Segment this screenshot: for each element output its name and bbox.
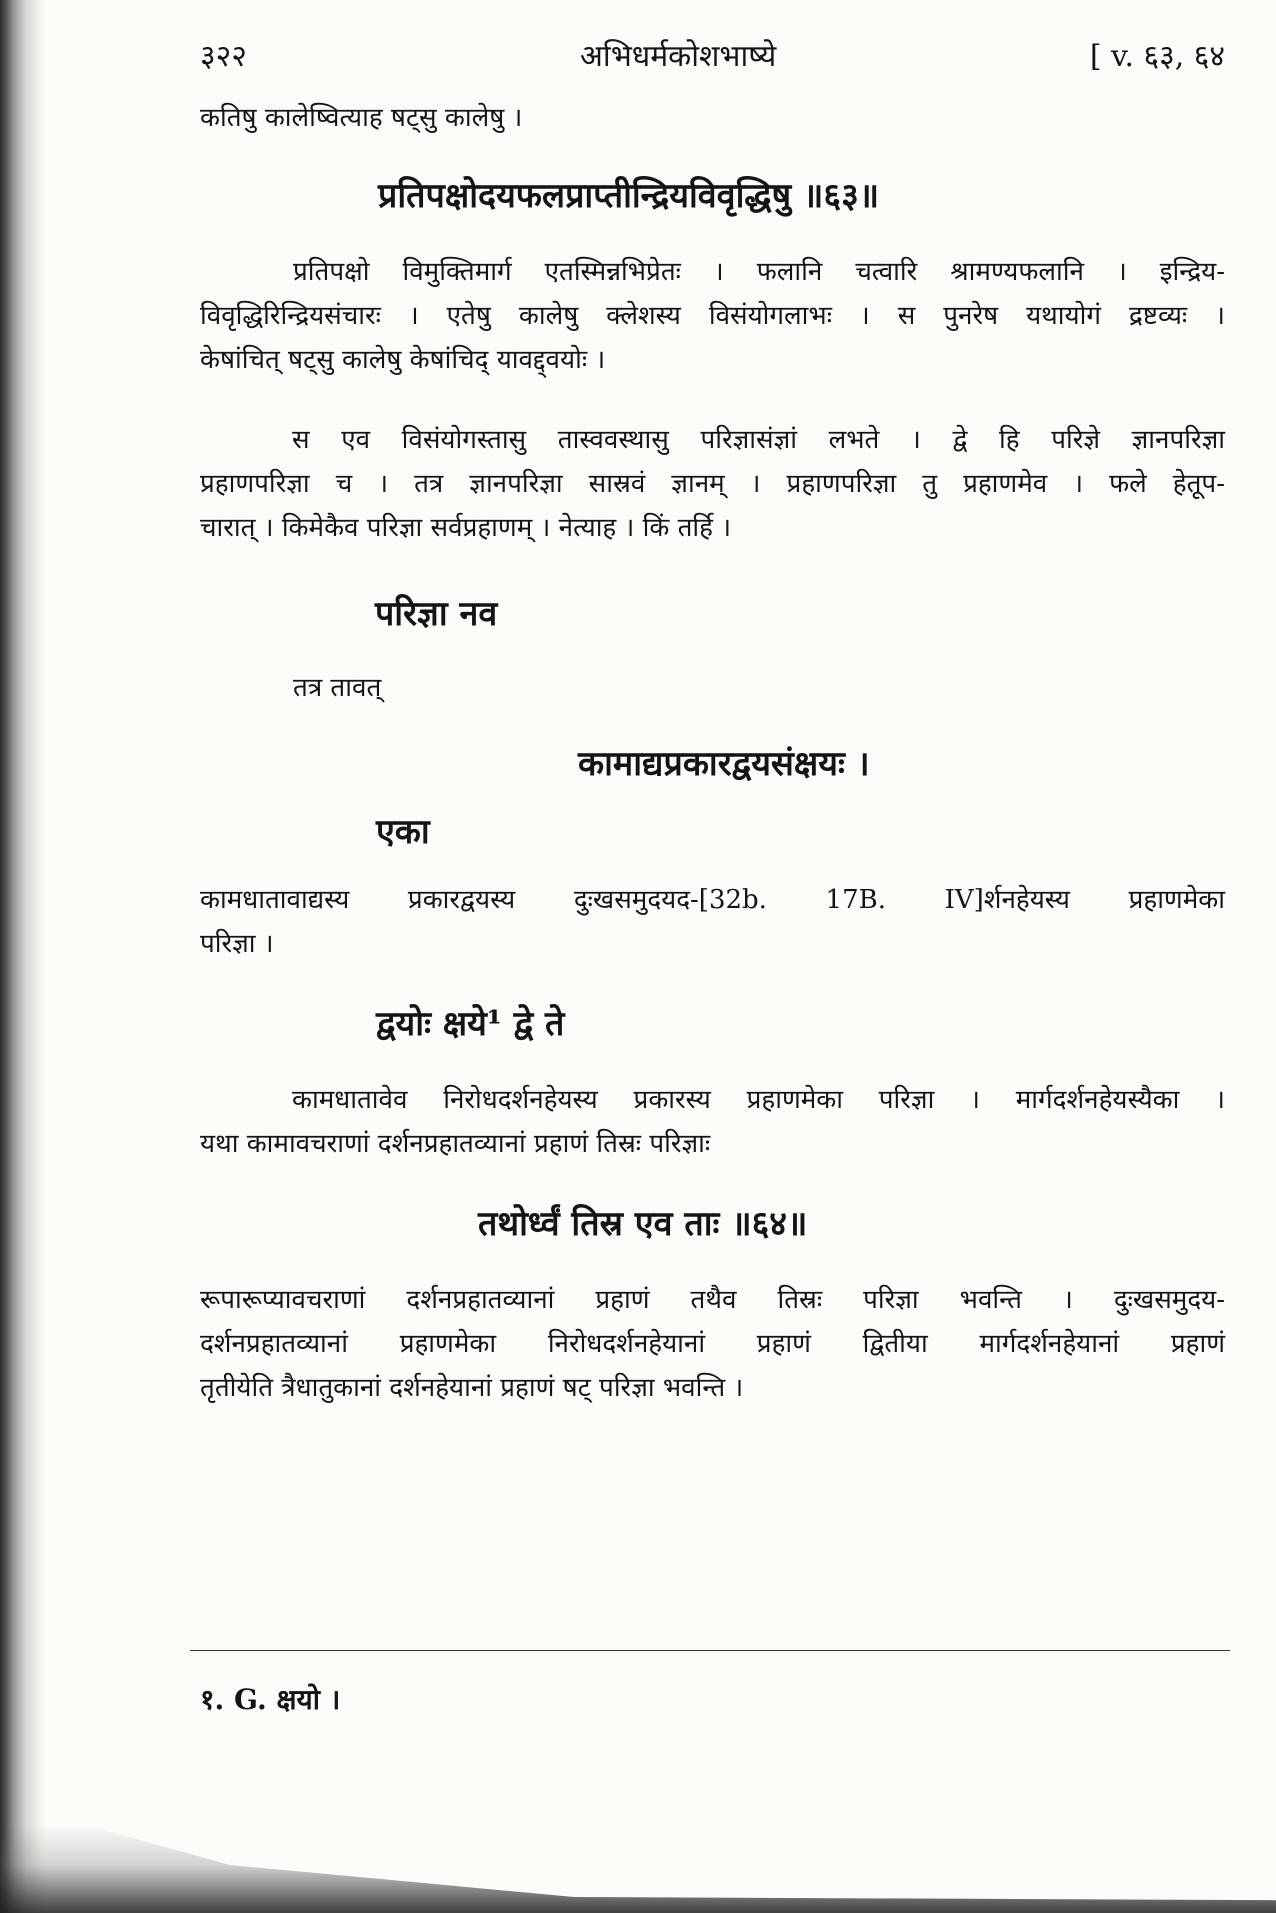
running-title: अभिधर्मकोशभाष्ये bbox=[580, 39, 777, 74]
text-line: प्रतिपक्षो विमुक्तिमार्ग एतस्मिन्नभिप्रेतः । फलानि चत्वारि श्रामण्यफलानि । इन्द्रिय- bbox=[293, 257, 1225, 287]
verse-line: एका bbox=[376, 812, 430, 852]
binding-edge-shadow bbox=[0, 0, 46, 1913]
text-line: तत्र तावत् bbox=[293, 673, 382, 703]
text-line: कामधातावेव निरोधदर्शनहेयस्य प्रकारस्य प्रहाणमेका परिज्ञा । मार्गदर्शनहेयस्यैका । bbox=[292, 1085, 1225, 1115]
text-line: रूपारूप्यावचराणां दर्शनप्रहातव्यानां प्रहाणं तथैव तिस्रः परिज्ञा भवन्ति । दुःखसमुदय- bbox=[200, 1285, 1225, 1315]
text-line: तृतीयेति त्रैधातुकानां दर्शनहेयानां प्रहाणं षट् परिज्ञा भवन्ति । bbox=[200, 1373, 744, 1403]
text-line: प्रहाणपरिज्ञा च । तत्र ज्ञानपरिज्ञा सास्रवं ज्ञानम् । प्रहाणपरिज्ञा तु प्रहाणमेव । फले हेतूप- bbox=[200, 469, 1225, 499]
footnote: १. G. क्षयो । bbox=[200, 1683, 341, 1716]
text-line: विवृद्धिरिन्द्रियसंचारः । एतेषु कालेषु क्लेशस्य विसंयोगलाभः । स पुनरेष यथायोगं द्रष्टव्यः । bbox=[200, 301, 1225, 331]
verse-line: प्रतिपक्षोदयफलप्राप्तीन्द्रियविवृद्धिषु ॥६३॥ bbox=[378, 176, 880, 216]
page-number: ३२२ bbox=[200, 39, 247, 74]
text-line: यथा कामावचराणां दर्शनप्रहातव्यानां प्रहाणं तिस्रः परिज्ञाः bbox=[200, 1129, 711, 1159]
verse-line: कामाद्यप्रकारद्वयसंक्षयः । bbox=[578, 744, 870, 784]
bottom-scan-shadow bbox=[0, 1753, 1276, 1913]
text-line: स एव विसंयोगस्तासु तास्ववस्थासु परिज्ञासंज्ञां लभते । द्वे हि परिज्ञे ज्ञानपरिज्ञा bbox=[292, 425, 1225, 455]
verse-reference: [ v. ६३, ६४ bbox=[1089, 39, 1225, 74]
text-line: चारात् । किमेकैव परिज्ञा सर्वप्रहाणम् । नेत्याह । किं तर्हि । bbox=[200, 513, 732, 543]
verse-line: तथोर्ध्वं तिस्र एव ताः ॥६४॥ bbox=[478, 1204, 808, 1244]
footnote-rule bbox=[190, 1650, 1230, 1651]
text-line: कतिषु कालेष्वित्याह षट्सु कालेषु । bbox=[200, 103, 523, 133]
running-header bbox=[200, 34, 1225, 74]
text-line: दर्शनप्रहातव्यानां प्रहाणमेका निरोधदर्शनहेयानां प्रहाणं द्वितीया मार्गदर्शनहेयानां प्रहाणं bbox=[200, 1329, 1225, 1359]
verse-line: परिज्ञा नव bbox=[375, 594, 498, 634]
verse-line: द्वयोः क्षये¹ द्वे ते bbox=[376, 1004, 565, 1044]
text-line: परिज्ञा । bbox=[200, 929, 274, 959]
text-line: कामधातावाद्यस्य प्रकारद्वयस्य दुःखसमुदयद-[32b. 17B. IV]र्शनहेयस्य प्रहाणमेका bbox=[200, 885, 1225, 915]
text-line: केषांचित् षट्सु कालेषु केषांचिद् यावद्द्वयोः । bbox=[200, 345, 606, 375]
